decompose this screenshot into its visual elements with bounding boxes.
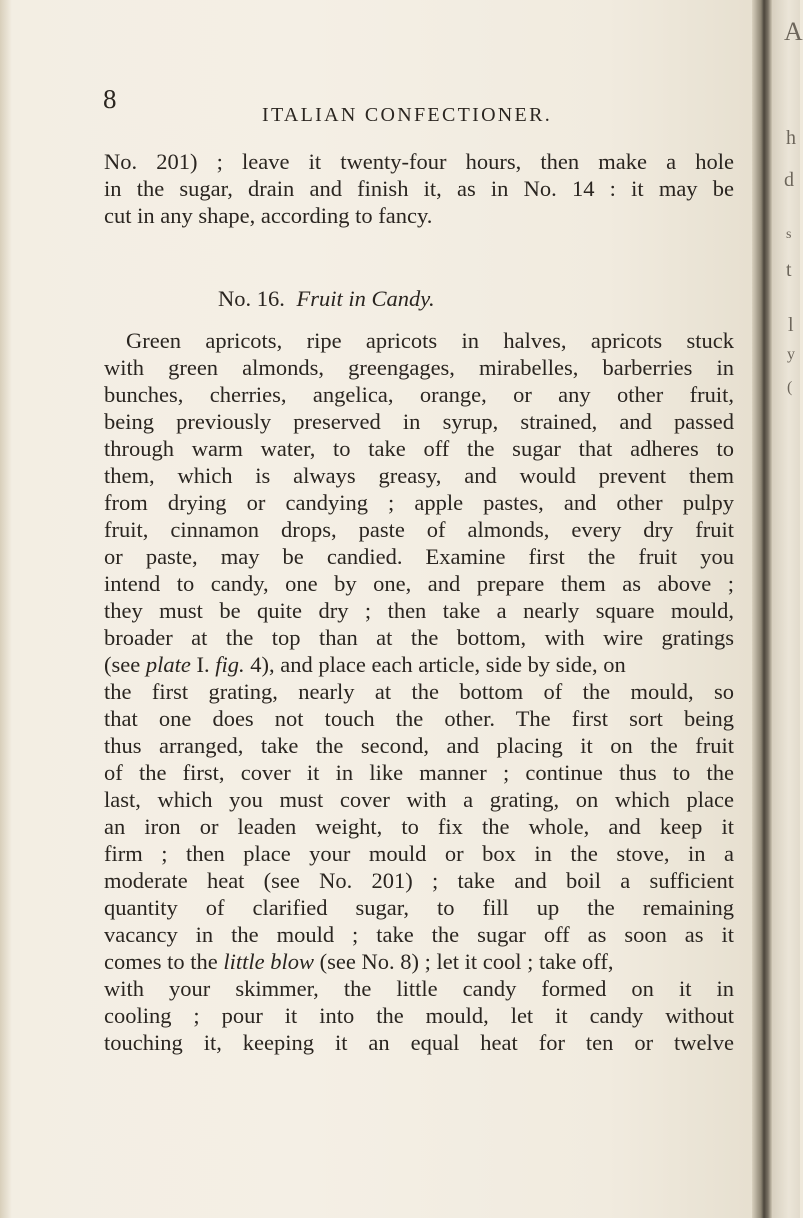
facing-page-fragment: l [788,314,794,336]
body-paragraph [104,327,734,1056]
text-line: being previously preserved in syrup, strained, and passed [104,409,734,434]
text-line: with green almonds, greengages, mirabelles, barberries in [104,355,734,380]
text-line: the first grating, nearly at the bottom of the mould, so [104,679,734,704]
text-line: No. 201) ; leave it twenty-four hours, then make a hole [104,149,734,174]
text-line: last, which you must cover with a grating, on which place [104,787,734,812]
text-line: they must be quite dry ; then take a nearly square mould, [104,598,734,623]
section-heading [218,286,435,312]
text-line: cooling ; pour it into the mould, let it candy without [104,1003,734,1028]
text-line: touching it, keeping it an equal heat for ten or twelve [104,1030,734,1055]
facing-page-fragment: t [786,259,792,281]
text-line: broader at the top than at the bottom, with wire gratings [104,625,734,650]
text-line: them, which is always greasy, and would prevent them [104,463,734,488]
facing-page-fragment: d [784,169,794,191]
text-line: that one does not touch the other. The first sort being [104,706,734,731]
continuation-paragraph [104,148,734,229]
text-line: Green apricots, ripe apricots in halves, apricots stuck [126,328,734,353]
book-gutter [752,0,772,1218]
text-line: through warm water, to take off the sugar that adheres to [104,436,734,461]
facing-page-fragment: ( [787,379,793,396]
text-fragment: comes to the [104,949,224,974]
running-head: ITALIAN CONFECTIONER. [262,104,553,126]
text-line: or paste, may be candied. Examine first the fruit you [104,544,734,569]
facing-page-edge [772,0,803,1218]
text-line: of the first, cover it in like manner ; continue thus to the [104,760,734,785]
fig-word: fig. [215,652,245,677]
text-line: quantity of clarified sugar, to fill up the remaining [104,895,734,920]
plate-word: plate [145,652,191,677]
text-fragment: I. [190,652,216,677]
facing-page-fragment: s [786,227,792,242]
text-line: cut in any shape, according to fancy. [104,203,433,228]
text-line-little-blow [104,948,734,975]
text-fragment: (see No. 8) ; let it cool ; take off, [314,949,614,974]
text-line: intend to candy, one by one, and prepare them as above ; [104,571,734,596]
text-line: thus arranged, take the second, and placing it on the fruit [104,733,734,758]
text-line: moderate heat (see No. 201) ; take and boil a sufficient [104,868,734,893]
text-line: in the sugar, drain and finish it, as in No. 14 : it may be [104,176,734,201]
text-line: an iron or leaden weight, to fix the whole, and keep it [104,814,734,839]
text-fragment: (see [104,652,146,677]
little-blow-term: little blow [223,949,314,974]
text-line: bunches, cherries, angelica, orange, or any other fruit, [104,382,734,407]
page-number: 8 [103,84,117,114]
facing-page-fragment: y [787,346,795,363]
text-line: with your skimmer, the little candy formed on it in [104,976,734,1001]
facing-page-fragment: h [786,127,796,149]
page-left-edge [0,0,12,1218]
text-line: firm ; then place your mould or box in the stove, in a [104,841,734,866]
section-title: Fruit in Candy. [296,286,435,311]
facing-page-fragment: A [784,17,803,46]
section-number: No. 16. [218,286,285,311]
text-line: fruit, cinnamon drops, paste of almonds, every dry fruit [104,517,734,542]
text-line: vacancy in the mould ; take the sugar off as soon as it [104,922,734,947]
text-line-plate-reference [104,651,734,678]
text-fragment: 4), and place each article, side by side, on [244,652,626,677]
text-line: from drying or candying ; apple pastes, and other pulpy [104,490,734,515]
